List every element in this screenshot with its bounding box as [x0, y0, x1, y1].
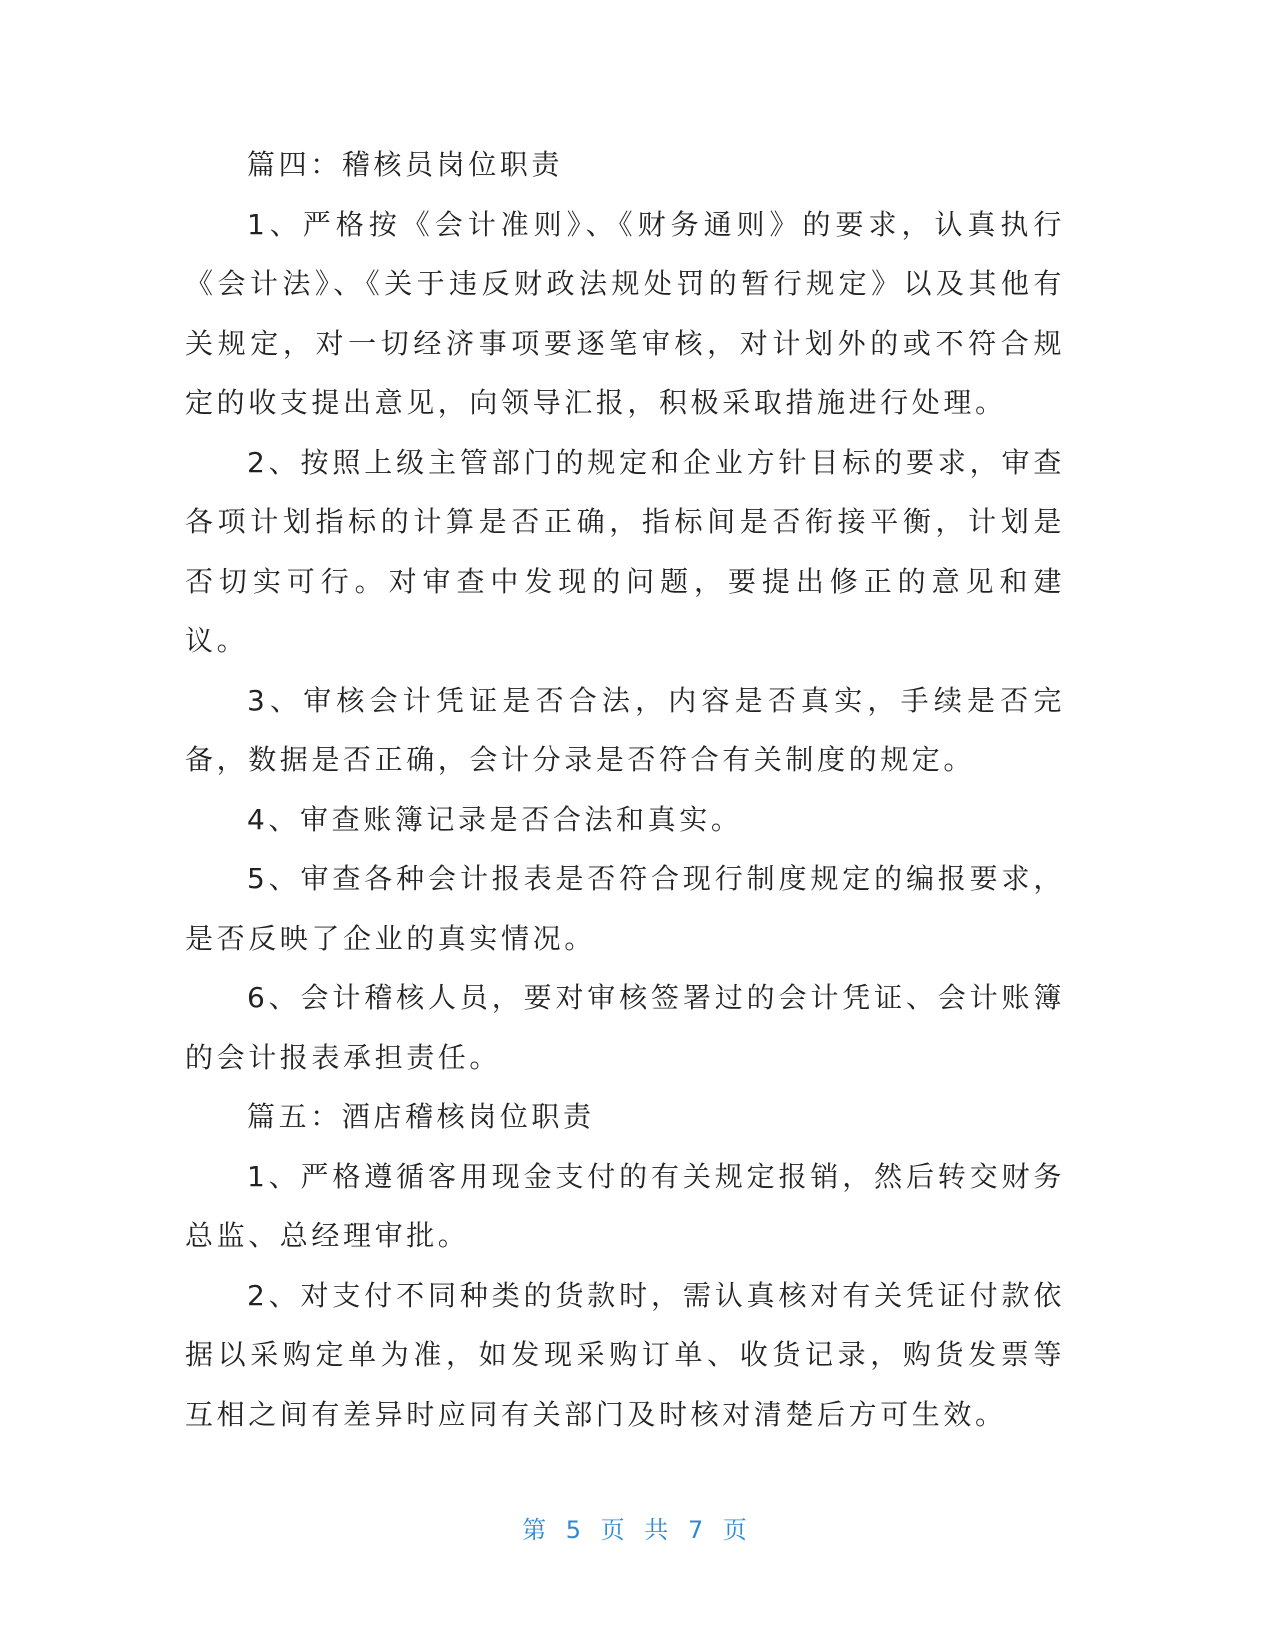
- paragraph: 4、审查账簿记录是否合法和真实。: [247, 802, 743, 836]
- paragraph: 5、审查各种会计报表是否符合现行制度规定的编报要求，是否反映了企业的真实情况。: [185, 862, 1065, 955]
- paragraph: 1、严格按《会计准则》、《财务通则》的要求，认真执行《会计法》、《关于违反财政法规处罚的暂行规定》以及其他有关规定，对一切经济事项要逐笔审核，对计划外的或不符合规定的收支提出意见，向领导汇报，积极采取措施进行处理。: [185, 207, 1065, 419]
- document-body: [185, 135, 1065, 1444]
- section-heading-5: 篇五：酒店稽核岗位职责: [247, 1100, 595, 1133]
- paragraph: 2、对支付不同种类的货款时，需认真核对有关凭证付款依据以采购定单为准，如发现采购订单、收货记录，购货发票等互相之间有差异时应同有关部门及时核对清楚后方可生效。: [185, 1278, 1065, 1431]
- page-number-footer: 第 5 页 共 7 页: [522, 1516, 753, 1544]
- paragraph: 3、审核会计凭证是否合法，内容是否真实，手续是否完备，数据是否正确，会计分录是否符合有关制度的规定。: [185, 683, 1065, 776]
- paragraph: 2、按照上级主管部门的规定和企业方针目标的要求，审查各项计划指标的计算是否正确，指标间是否衔接平衡，计划是否切实可行。对审查中发现的问题，要提出修正的意见和建议。: [185, 445, 1065, 657]
- section-heading-4: 篇四：稽核员岗位职责: [247, 148, 564, 181]
- paragraph: 6、会计稽核人员，要对审核签署过的会计凭证、会计账簿的会计报表承担责任。: [185, 981, 1065, 1074]
- paragraph: 1、严格遵循客用现金支付的有关规定报销，然后转交财务总监、总经理审批。: [185, 1159, 1065, 1252]
